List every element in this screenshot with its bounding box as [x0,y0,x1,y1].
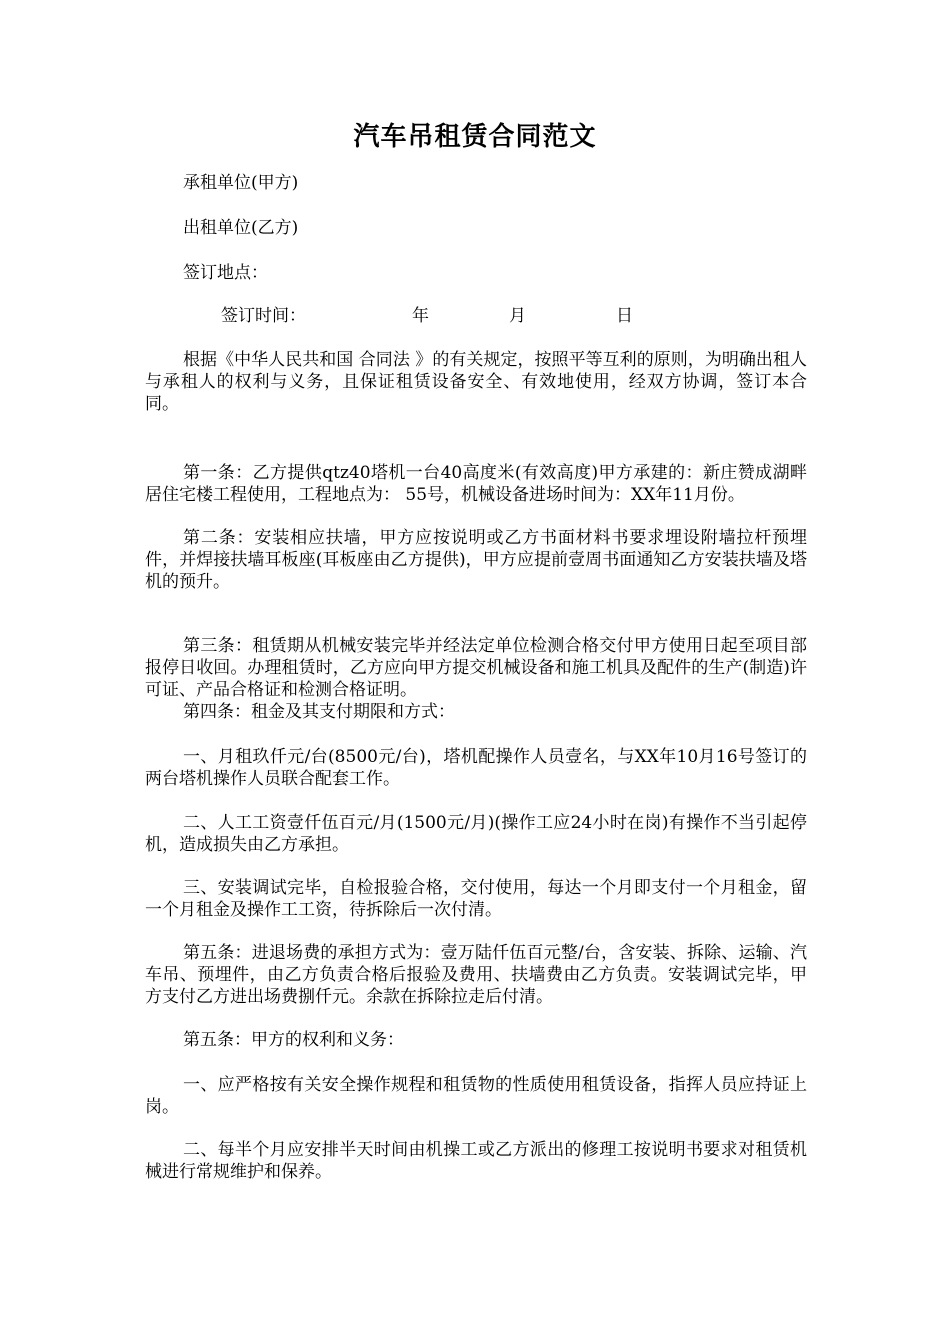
date-day: 日 [616,306,633,326]
paragraph: 三、安装调试完毕，自检报验合格，交付使用，每达一个月即支付一个月租金，留一个月租金及操作工工资，待拆除后一次付清。 [145,878,807,920]
paragraph: 第一条：乙方提供qtz40塔机一台40高度米(有效高度)甲方承建的：新庄赞成湖畔居住宅楼工程使用，工程地点为： 55号，机械设备进场时间为：XX年11月份。 [145,463,807,505]
date-month: 月 [509,306,526,326]
date-label: 签订时间： [221,306,306,326]
paragraph: 第二条：安装相应扶墙，甲方应按说明或乙方书面材料书要求埋设附墙拉杆预埋件，并焊接扶墙耳板座(耳板座由乙方提供)，甲方应提前壹周书面通知乙方安装扶墙及塔机的预升。 [145,528,807,592]
paragraph: 根据《中华人民共和国 合同法 》的有关规定，按照平等互利的原则，为明确出租人与承租人的权利与义务，且保证租赁设备安全、有效地使用，经双方协调，签订本合同。 [145,350,807,414]
paragraph: 二、人工工资壹仟伍百元/月(1500元/月)(操作工应24小时在岗)有操作不当引起停机，造成损失由乙方承担。 [145,813,807,855]
paragraph: 第三条：租赁期从机械安装完毕并经法定单位检测合格交付甲方使用日起至项目部报停日收回。办理租赁时，乙方应向甲方提交机械设备和施工机具及配件的生产(制造)许可证、产品合格证和检测合格证明。 [145,636,807,700]
date-line [145,305,807,327]
date-year: 年 [412,306,429,326]
paragraph: 二、每半个月应安排半天时间由机操工或乙方派出的修理工按说明书要求对租赁机械进行常规维护和保养。 [145,1140,807,1182]
document-title: 汽车吊租赁合同范文 [353,122,597,152]
paragraph: 第四条：租金及其支付期限和方式： [183,702,455,722]
lessor-line: 出租单位(乙方) [183,218,299,238]
paragraph: 一、应严格按有关安全操作规程和租赁物的性质使用租赁设备，指挥人员应持证上岗。 [145,1075,807,1117]
place-line: 签订地点： [183,263,268,283]
paragraph: 第五条：甲方的权利和义务： [183,1030,404,1050]
paragraph: 一、月租玖仟元/台(8500元/台)，塔机配操作人员壹名，与XX年10月16号签订的两台塔机操作人员联合配套工作。 [145,747,807,789]
lessee-line: 承租单位(甲方) [183,173,299,193]
paragraph: 第五条：进退场费的承担方式为：壹万陆仟伍百元整/台，含安装、拆除、运输、汽车吊、预埋件，由乙方负责合格后报验及费用、扶墙费由乙方负责。安装调试完毕，甲方支付乙方进出场费捌仟元。余款在拆除拉走后付清。 [145,943,807,1007]
